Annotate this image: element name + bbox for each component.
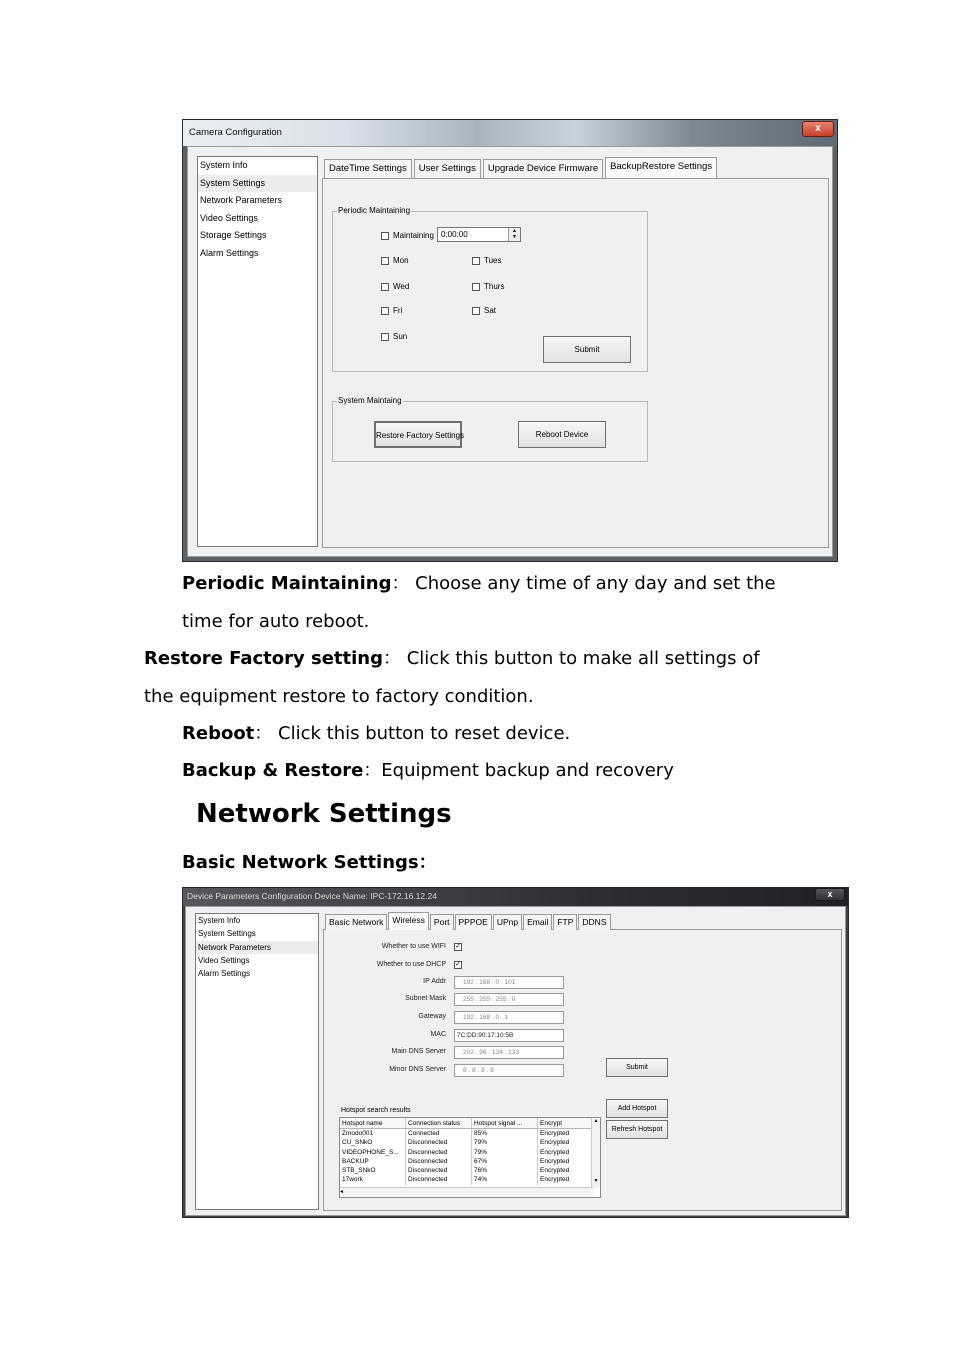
table-row[interactable] [340, 1138, 600, 1147]
hotspot-name: STB_SNkO [340, 1166, 406, 1175]
term: Reboot [182, 723, 255, 744]
encrypt: Encrypted [540, 1130, 570, 1137]
tab-ftp[interactable]: FTP [553, 914, 577, 930]
signal: 74% [472, 1175, 538, 1184]
connection-status: Disconnected [406, 1138, 472, 1147]
encrypt: Encrypted [540, 1176, 570, 1184]
description: ： Choose any time of any day and set the [391, 573, 776, 594]
submit-button[interactable]: Submit [543, 336, 631, 363]
title-bar [183, 120, 837, 146]
tab-email[interactable]: Email [523, 914, 552, 930]
checkbox-label: Sat [484, 306, 497, 315]
table-row[interactable] [340, 1129, 600, 1138]
mac-field[interactable]: 7C:DD:90:17:10:5B [454, 1029, 564, 1042]
nav-item-system-settings[interactable]: System Settings [198, 175, 317, 193]
checkbox-label: Wed [393, 282, 410, 291]
checkbox-box[interactable] [472, 307, 480, 315]
checkbox-box[interactable] [472, 283, 480, 291]
tab-pppoe[interactable]: PPPOE [455, 914, 492, 930]
main-dns-label: Main DNS Server [391, 1048, 446, 1055]
paragraph-continuation: time for auto reboot. [182, 611, 370, 632]
table-header-row [340, 1118, 600, 1129]
table-row[interactable] [340, 1148, 600, 1157]
term: Backup & Restore [182, 760, 364, 781]
connection-status: Disconnected [406, 1157, 472, 1166]
mac-label: MAC [430, 1031, 446, 1038]
encrypt: Encrypted [540, 1139, 570, 1147]
reboot-device-button[interactable]: Reboot Device [518, 421, 606, 448]
maintaining-time-field[interactable] [437, 227, 521, 242]
checkbox-box[interactable] [381, 257, 389, 265]
tab-port[interactable]: Port [430, 914, 454, 930]
window-title: Device Parameters Configuration Device Name: IPC-172.16.12.24 [187, 891, 437, 901]
ip-label: IP Addr [423, 978, 446, 985]
tab-ddns[interactable]: DDNS [578, 914, 610, 930]
checkbox-label: Thurs [484, 282, 505, 291]
connection-status: Disconnected [406, 1148, 472, 1157]
time-value: 0:00:00 [441, 230, 468, 239]
column-header[interactable]: Encrypt [540, 1120, 563, 1127]
nav-item-video-settings[interactable]: Video Settings [200, 212, 258, 223]
paragraph-restore-factory [144, 648, 760, 670]
tab-datetime-settings[interactable]: DateTime Settings [324, 159, 412, 178]
tab-strip [324, 157, 719, 178]
thurs-checkbox[interactable] [472, 282, 504, 291]
sub-heading: Basic Network Settings： [182, 852, 437, 873]
restore-factory-settings-button[interactable]: Restore Factory Settings [374, 421, 462, 448]
add-hotspot-button[interactable]: Add Hotspot [606, 1099, 668, 1118]
nav-item-system-settings[interactable]: System Settings [198, 929, 256, 939]
nav-item-system-info[interactable]: System Info [198, 916, 241, 925]
ip-address-field[interactable]: 192 . 168 . 0 . 101 [454, 976, 564, 989]
description: ： Click this button to reset device. [254, 723, 571, 744]
tab-wireless[interactable]: Wireless [388, 912, 429, 930]
maintaining-checkbox[interactable] [381, 231, 434, 240]
nav-item-alarm-settings[interactable]: Alarm Settings [200, 247, 259, 258]
tab-basic-network[interactable]: Basic Network [325, 914, 387, 930]
fri-checkbox[interactable] [381, 306, 402, 315]
title-bar [183, 888, 848, 906]
tab-strip [325, 912, 612, 930]
gateway-label: Gateway [418, 1013, 446, 1020]
minor-dns-label: Minor DNS Server [389, 1066, 446, 1073]
nav-item-network-parameters[interactable]: Network Parameters [196, 941, 318, 954]
hotspot-table[interactable] [339, 1117, 601, 1198]
column-header[interactable]: Connection status [406, 1118, 472, 1128]
paragraph-reboot [182, 723, 570, 745]
hotspot-name: BACKUP [340, 1157, 406, 1166]
encrypt: Encrypted [540, 1148, 570, 1156]
paragraph-backup-restore [182, 760, 674, 782]
hotspot-name: VIDEOPHONE_S... [340, 1148, 406, 1157]
group-label: System Maintaing [338, 396, 402, 405]
vertical-scrollbar[interactable]: ▲ ▼ [591, 1118, 600, 1188]
hotspot-results-label: Hotspot search results [341, 1107, 411, 1114]
column-header[interactable]: Hotspot name [340, 1118, 406, 1128]
tues-checkbox[interactable] [472, 256, 502, 265]
encrypt: Encrypted [540, 1157, 570, 1165]
table-row[interactable] [340, 1166, 600, 1175]
nav-item-network-parameters[interactable]: Network Parameters [200, 195, 283, 205]
nav-item-alarm-settings[interactable]: Alarm Settings [198, 969, 251, 979]
sat-checkbox[interactable] [472, 306, 496, 315]
connection-status: Connected [406, 1129, 472, 1138]
close-button[interactable]: x [815, 888, 845, 901]
close-button[interactable]: x [802, 121, 834, 137]
description: ： Click this button to make all settings of [383, 648, 760, 669]
checkbox-box[interactable] [472, 257, 480, 265]
paragraph-periodic-maintaining [182, 573, 776, 595]
checkbox-box[interactable] [381, 232, 389, 240]
hotspot-name: 17work [340, 1175, 406, 1184]
tab-user-settings[interactable]: User Settings [414, 159, 481, 178]
window-client-area [185, 906, 846, 1216]
nav-item-system-info[interactable]: System Info [200, 160, 248, 170]
checkbox-box[interactable] [381, 307, 389, 315]
hotspot-name: Zmodo001 [340, 1129, 406, 1138]
nav-item-video-settings[interactable]: Video Settings [198, 955, 250, 965]
checkbox-box[interactable] [381, 333, 389, 341]
wed-checkbox[interactable] [381, 282, 409, 291]
subnet-mask-field[interactable]: 255 . 255 . 255 . 0 [454, 993, 564, 1006]
description: ：Equipment backup and recovery [363, 760, 674, 781]
nav-item-storage-settings[interactable]: Storage Settings [200, 230, 267, 240]
group-label: Periodic Maintaining [338, 206, 411, 215]
dhcp-checkbox[interactable]: ✓ [455, 961, 461, 968]
signal: 79% [472, 1138, 538, 1147]
main-dns-field[interactable]: 202 . 96 . 134 . 133 [454, 1046, 564, 1059]
term: Periodic Maintaining [182, 573, 392, 594]
mon-checkbox[interactable] [381, 256, 409, 265]
device-parameters-window [182, 887, 849, 1218]
checkbox-label: Sun [393, 332, 408, 341]
wifi-label: Whether to use WIFI [381, 943, 446, 950]
table-row[interactable] [340, 1157, 600, 1166]
horizontal-scrollbar[interactable]: ◂ [340, 1187, 593, 1197]
settings-nav-list [197, 156, 318, 547]
dhcp-label: Whether to use DHCP [376, 961, 446, 968]
sun-checkbox[interactable] [381, 332, 407, 341]
checkbox-box[interactable] [381, 283, 389, 291]
tab-upgrade-device-firmware[interactable]: Upgrade Device Firmware [483, 159, 603, 178]
connection-status: Disconnected [406, 1175, 472, 1184]
signal: 85% [472, 1129, 538, 1138]
gateway-field[interactable]: 192 . 168 . 0 . 1 [454, 1011, 564, 1024]
signal: 67% [472, 1157, 538, 1166]
wifi-checkbox[interactable]: ✓ [455, 943, 461, 950]
checkbox-label: Mon [393, 256, 409, 265]
paragraph-continuation: the equipment restore to factory condition. [144, 686, 534, 707]
window-client-area [187, 146, 833, 557]
tab-upnp[interactable]: UPnp [493, 914, 522, 930]
checkbox-label: Fri [393, 306, 403, 315]
tab-backup-restore-settings[interactable]: BackupRestore Settings [605, 157, 717, 178]
signal: 76% [472, 1166, 538, 1175]
subnet-mask-label: Subnet Mask [405, 995, 446, 1002]
encrypt: Encrypted [540, 1167, 570, 1175]
time-spinner-icon[interactable]: ▲ ▼ [508, 228, 520, 241]
minor-dns-field[interactable]: 8 . 8 . 8 . 8 [454, 1064, 564, 1077]
checkbox-label: Tues [484, 256, 502, 265]
term: Restore Factory setting [144, 648, 384, 669]
checkbox-label: Maintaining [393, 231, 434, 240]
window-title: Camera Configuration [189, 127, 282, 138]
submit-button[interactable]: Submit [606, 1058, 668, 1077]
column-header[interactable]: Hotspot signal ... [472, 1118, 538, 1128]
section-heading: Network Settings [196, 799, 452, 829]
hotspot-name: CU_SNkO [340, 1138, 406, 1147]
refresh-hotspot-button[interactable]: Refresh Hotspot [606, 1120, 668, 1139]
table-row[interactable] [340, 1175, 600, 1184]
connection-status: Disconnected [406, 1166, 472, 1175]
camera-configuration-window [182, 119, 838, 562]
settings-nav-list [195, 913, 319, 1210]
signal: 79% [472, 1148, 538, 1157]
